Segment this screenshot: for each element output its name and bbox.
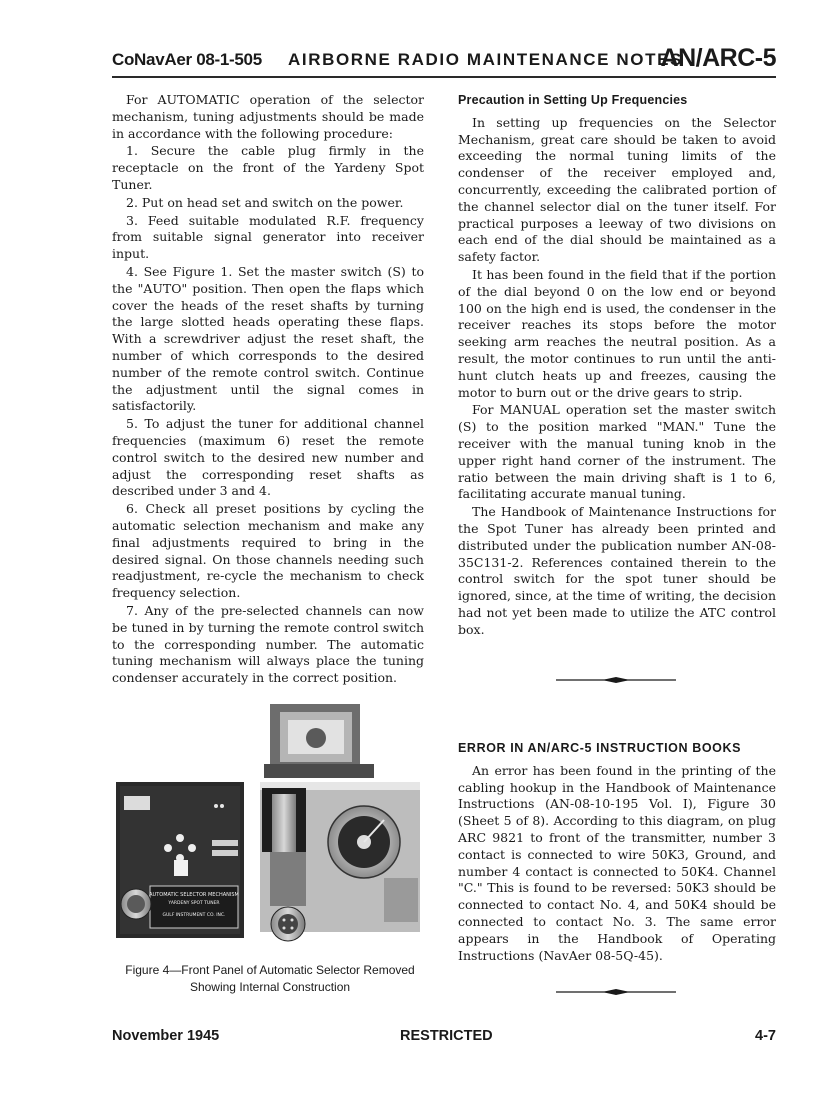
page-header bbox=[112, 44, 776, 76]
paragraph: 5. To adjust the tuner for additional channel frequencies (maximum 6) reset the remote control switch to the desired new number and adjust the corresponding reset shafts as described under 3 and 4. bbox=[112, 416, 424, 499]
section-title-error: ERROR IN AN/ARC-5 INSTRUCTION BOOKS bbox=[458, 741, 742, 755]
footer-classification: RESTRICTED bbox=[400, 1028, 493, 1044]
figure-caption: Figure 4—Front Panel of Automatic Selector Removed Showing Internal Construction bbox=[125, 963, 415, 994]
paragraph: 4. See Figure 1. Set the master switch (S) to the "AUTO" position. Then open the flaps which cover the heads of the reset shafts by turning the large slotted heads operating these flaps. With a screwdriver adjust the reset shaft, the number of which corresponds to the desired number of the remote control switch. Continue the adjustment until the signal comes in satisfactorily. bbox=[112, 263, 424, 414]
paragraph: An error has been found in the printing of the cabling hookup in the Handbook of Maintenance Instructions (AN-08-10-195 Vol. I), Figure 30 (Sheet 5 of 8). According to this diagram, on plug ARC 9821 to front of the transmitter, number 3 contact is connected to wire 50K3, Ground, and number 4 contact is connected to 50K4. Channel "C." This is found to be reversed: 50K3 should be connected to contact No. 4, and 50K4 should be connected to contact No. 3. The same error appears in the Handbook of Operating Instructions (NavAer 08-5Q-45). bbox=[458, 762, 776, 963]
footer-page-number: 4-7 bbox=[755, 1028, 776, 1044]
header-title: AIRBORNE RADIO MAINTENANCE NOTES bbox=[288, 50, 683, 69]
section-divider-ornament bbox=[556, 986, 676, 998]
paragraph: It has been found in the field that if the portion of the dial beyond 0 on the low end or beyond 100 on the high end is used, the condenser in the receiver reaches its stops before the motor seeking arm reaches the neutral position. As a result, the motor continues to run until the anti-hunt clutch heats up and freezes, causing the motor to burn out or the drive gears to strip. bbox=[458, 266, 776, 400]
paragraph: 7. Any of the pre-selected channels can now be tuned in by turning the remote control switch to the corresponding number. The automatic tuning mechanism will always place the tuning condenser accurately in the correct position. bbox=[112, 602, 424, 686]
plate-line: AUTOMATIC SELECTOR MECHANISM bbox=[149, 892, 239, 898]
plate-line: YARDENY SPOT TUNER bbox=[168, 901, 220, 906]
paragraph: 2. Put on head set and switch on the power. bbox=[126, 194, 404, 210]
header-rule bbox=[112, 76, 776, 78]
left-column bbox=[112, 92, 424, 688]
header-equipment: AN/ARC-5 bbox=[660, 44, 776, 72]
plate-line: GULF INSTRUMENT CO. INC. bbox=[162, 913, 226, 918]
paragraph: In setting up frequencies on the Selector Mechanism, great care should be taken to avoid exceeding the normal tuning limits of the condenser of the receiver employed and, concurrently, exceeding the calibrated portion of the channel selector dial on the tuner itself. For practical purposes a leeway of two divisions on each end of the dial should be maintained as a safety factor. bbox=[458, 114, 776, 265]
section-divider-ornament bbox=[556, 674, 676, 686]
section-title-precaution: Precaution in Setting Up Frequencies bbox=[458, 93, 688, 107]
header-publication-number: CoNavAer 08-1-505 bbox=[112, 50, 262, 69]
paragraph: 1. Secure the cable plug firmly in the receptacle on the front of the Yardeny Spot Tuner. bbox=[112, 143, 424, 192]
error-section bbox=[458, 740, 776, 965]
paragraph: 6. Check all preset positions by cycling the automatic selection mechanism and make any final adjustments required to bring in the desired signal. On those channels needing such readjustment, re-cycle the mechanism to check frequency selection. bbox=[112, 501, 424, 601]
paragraph: 3. Feed suitable modulated R.F. frequency from suitable signal generator into receiver input. bbox=[112, 212, 424, 262]
footer-date: November 1945 bbox=[112, 1028, 220, 1044]
right-column bbox=[458, 92, 776, 640]
paragraph: The Handbook of Maintenance Instructions for the Spot Tuner has already been printed and distributed under the publication number AN-08-35C131-2. References contained therein to the control switch for the spot tuner should be ignored, since, at the time of writing, the decision had not yet been made to utilize the ATC control box. bbox=[458, 504, 776, 637]
figure-selector-photo bbox=[114, 702, 424, 958]
front-panel-removed bbox=[116, 782, 244, 938]
paragraph: For MANUAL operation set the master switch (S) to the position marked "MAN." Tune the receiver with the manual tuning knob in the upper right hand corner of the instrument. The ratio between the main driving shaft is 1 to 6, facilitating accurate manual tuning. bbox=[458, 402, 776, 502]
internal-mechanism bbox=[260, 782, 420, 941]
paragraph: For AUTOMATIC operation of the selector mechanism, tuning adjustments should be made in accordance with the following procedure: bbox=[112, 92, 424, 141]
page-footer bbox=[112, 1028, 776, 1048]
